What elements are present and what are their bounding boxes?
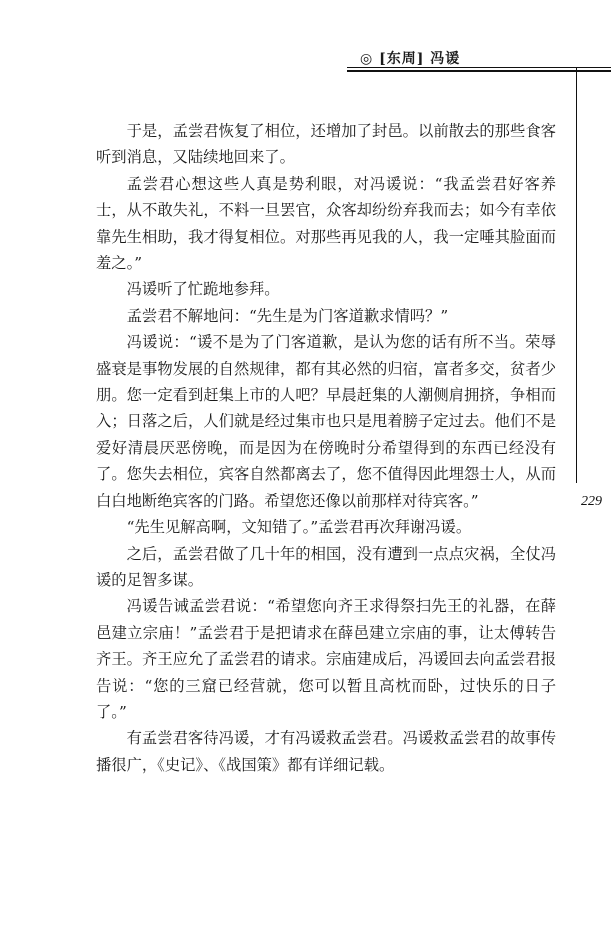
page-number: 229	[581, 494, 602, 509]
paragraph: 冯谖说：“谖不是为了门客道歉，是认为您的话有所不当。荣辱盛衰是事物发展的自然规律，都有其必然的归宿，富者多交，贫者少朋。您一定看到赶集上市的人吧？早晨赶集的人潮侧肩拥挤，争相而入；日落之后，人们就是经过集市也只是甩着膀子定过去。他们不是爱好清晨厌恶傍晚，而是因为在傍晚时分希望得到的东西已经没有了。您失去相位，宾客自然都离去了，您不值得因此埋怨士人，从而白白地断绝宾客的门路。希望您还像以前那样对待宾客。”	[96, 333, 556, 510]
paragraph: 于是，孟尝君恢复了相位，还增加了封邑。以前散去的那些食客听到消息，又陆续地回来了。	[96, 122, 556, 167]
body-text	[96, 118, 556, 778]
header-rule	[347, 67, 611, 68]
paragraph: “先生见解高啊，文知错了。”孟尝君再次拜谢冯谖。	[126, 518, 472, 537]
header-rule-thick	[347, 70, 611, 72]
paragraph: 有孟尝君客待冯谖，才有冯谖救孟尝君。冯谖救孟尝君的故事传播很广，《史记》、《战国策》都有详细记载。	[96, 729, 556, 774]
paragraph: 冯谖告诫孟尝君说：“希望您向齐王求得祭扫先王的礼器，在薛邑建立宗庙！”孟尝君于是把请求在薛邑建立宗庙的事，让太傅转告齐王。齐王应允了孟尝君的请求。宗庙建成后，冯谖回去向孟尝君报告说：“您的三窟已经营就，您可以暂且高枕而卧，过快乐的日子了。”	[96, 597, 556, 721]
paragraph: 之后，孟尝君做了几十年的相国，没有遭到一点点灾祸，全仗冯谖的足智多谋。	[96, 544, 556, 589]
running-header: ◎ [东周] 冯谖	[360, 51, 461, 67]
side-rule	[576, 68, 577, 483]
paragraph: 冯谖听了忙跪地参拜。	[126, 280, 280, 299]
paragraph: 孟尝君心想这些人真是势利眼，对冯谖说：“我孟尝君好客养士，从不敢失礼，不料一旦罢官，众客却纷纷弃我而去；如今有幸依靠先生相助，我才得复相位。对那些再见我的人，我一定唾其脸面而羞之。”	[96, 174, 556, 273]
paragraph: 孟尝君不解地问：“先生是为门客道歉求情吗？”	[126, 306, 449, 325]
